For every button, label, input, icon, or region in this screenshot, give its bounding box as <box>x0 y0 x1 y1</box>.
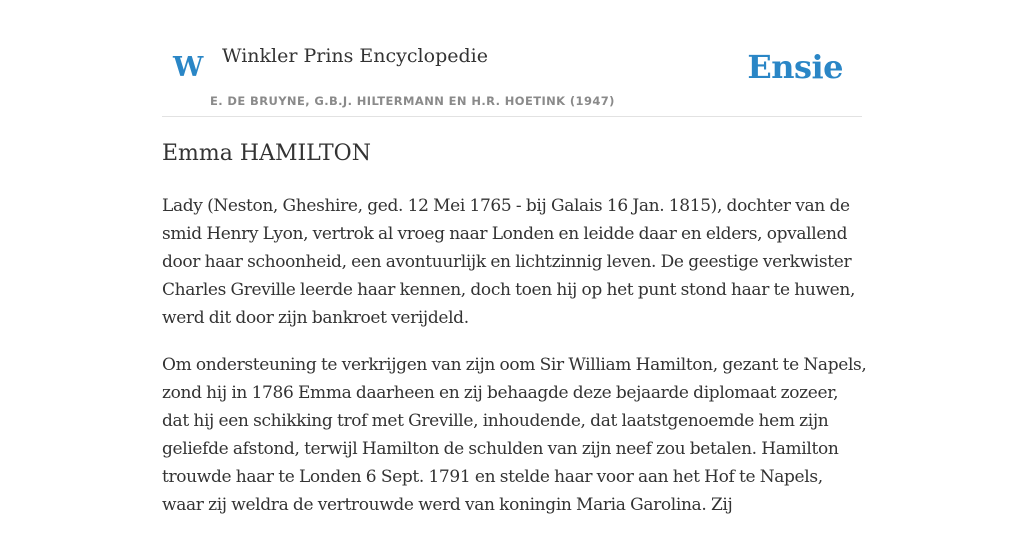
publication-authors: E. DE BRUYNE, G.B.J. HILTERMANN EN H.R. HOETINK (1947) <box>210 94 615 108</box>
publication-logo-icon[interactable]: W <box>173 52 204 83</box>
article-title: Emma HAMILTON <box>162 141 371 166</box>
article-body <box>162 192 867 538</box>
article-paragraph: Lady (Neston, Gheshire, ged. 12 Mei 1765 - bij Galais 16 Jan. 1815), dochter van de smid Henry Lyon, vertrok al vroeg naar Londen en leidde daar en elders, opvallend door haar schoonheid, een avontuurlijk en lichtzinnig leven. De geestige verkwister Charles Greville leerde haar kennen, doch toen hij op het punt stond haar te huwen, werd dit door zijn bankroet verijdeld. <box>162 196 856 328</box>
ensie-logo-link[interactable]: Ensie <box>747 48 843 86</box>
site-header <box>162 0 862 117</box>
article-paragraph: Om ondersteuning te verkrijgen van zijn oom Sir William Hamilton, gezant te Napels, zond hij in 1786 Emma daarheen en zij behaagde deze bejaarde diplomaat zozeer, dat hij een schikking trof met Greville, inhoudende, dat laatstgenoemde hem zijn geliefde afstond, terwijl Hamilton de schulden van zijn neef zou betalen. Hamilton trouwde haar te Londen 6 Sept. 1791 en stelde haar voor aan het Hof te Napels, waar zij weldra de vertrouwde werd van koningin Maria Garolina. Zij <box>162 355 867 515</box>
publication-title-link[interactable]: Winkler Prins Encyclopedie <box>222 45 488 67</box>
page <box>162 0 867 515</box>
